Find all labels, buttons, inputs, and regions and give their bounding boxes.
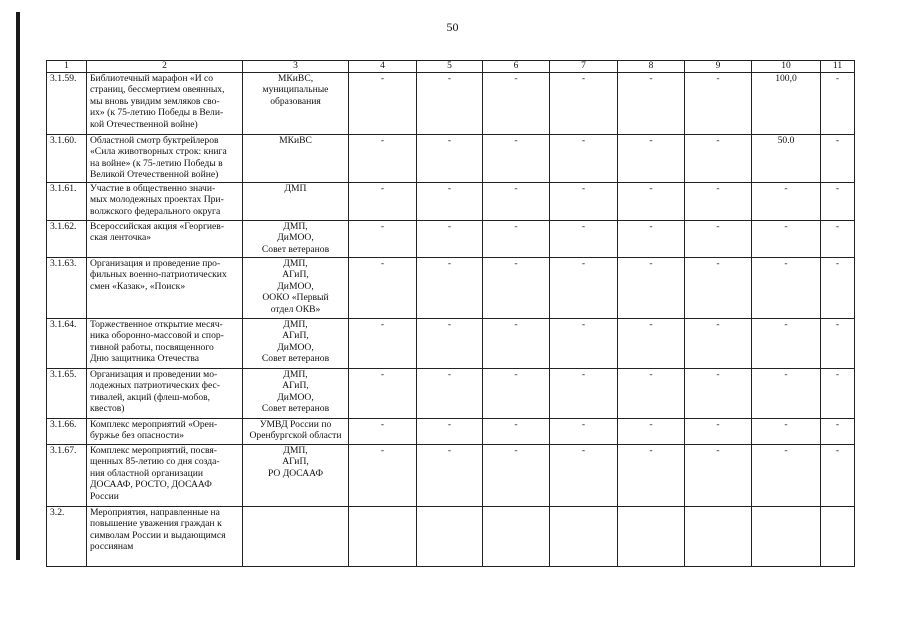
executor bbox=[243, 73, 349, 135]
value-cell: - bbox=[417, 258, 483, 319]
value-cell: - bbox=[618, 135, 685, 183]
program-table bbox=[46, 60, 855, 567]
value-cell: - bbox=[752, 221, 821, 258]
executor-line: РО ДОСААФ bbox=[267, 467, 324, 479]
executor-line: муниципальные bbox=[262, 84, 329, 96]
event-name-line: Организация и проведении мо- bbox=[90, 369, 218, 380]
event-name-line: Комплекс мероприятий, посвя- bbox=[90, 445, 217, 456]
value-cell: - bbox=[417, 183, 483, 221]
event-name-line: Великой Отечественной войне) bbox=[90, 169, 219, 181]
value-cell: - bbox=[349, 183, 417, 221]
executor-line: МКиВС bbox=[279, 135, 312, 146]
value-cell: - bbox=[417, 445, 483, 507]
event-name bbox=[87, 319, 243, 369]
value-cell: - bbox=[618, 183, 685, 221]
value-cell: - bbox=[685, 135, 752, 183]
value-cell: - bbox=[417, 419, 483, 445]
value-cell: - bbox=[483, 369, 550, 419]
table-row bbox=[47, 445, 855, 507]
value-cell: - bbox=[349, 319, 417, 369]
value-cell: - bbox=[685, 369, 752, 419]
value-cell: - bbox=[821, 258, 855, 319]
item-number: 3.1.63. bbox=[47, 258, 87, 319]
event-name-line: Мероприятия, направленные на bbox=[90, 507, 220, 518]
value-cell bbox=[752, 507, 821, 567]
event-name-line: России bbox=[90, 490, 119, 502]
event-name-line: ния областной организации bbox=[90, 467, 203, 479]
item-number: 3.1.61. bbox=[47, 183, 87, 221]
value-cell: - bbox=[752, 183, 821, 221]
value-cell: 50.0 bbox=[752, 135, 821, 183]
executor-line: ДиМОО, bbox=[277, 280, 314, 292]
value-cell: - bbox=[550, 419, 618, 445]
event-name-line: квестов) bbox=[90, 403, 125, 415]
value-cell: - bbox=[821, 319, 855, 369]
value-cell bbox=[349, 507, 417, 567]
margin-rule bbox=[16, 12, 20, 560]
executor-line: МКиВС, bbox=[277, 73, 314, 84]
executor-line: ДМП, bbox=[283, 258, 308, 269]
value-cell: - bbox=[349, 258, 417, 319]
event-name-line: россиянам bbox=[90, 541, 134, 553]
value-cell: - bbox=[821, 183, 855, 221]
event-name-line: мых молодежных проектах При- bbox=[90, 194, 224, 206]
event-name-line: тивалей, акций (флеш-мобов, bbox=[90, 391, 211, 403]
value-cell: - bbox=[349, 419, 417, 445]
event-name bbox=[87, 445, 243, 507]
event-name bbox=[87, 507, 243, 567]
value-cell: - bbox=[685, 221, 752, 258]
event-name-line: Библиотечный марафон «И со bbox=[90, 73, 214, 84]
value-cell: - bbox=[685, 445, 752, 507]
value-cell: - bbox=[618, 258, 685, 319]
executor-line: ООКО «Первый bbox=[262, 292, 329, 304]
event-name-line: щенных 85-летию со дня созда- bbox=[90, 456, 220, 468]
event-name-line: Областной смотр буктрейлеров bbox=[90, 135, 219, 146]
event-name-line: страниц, бессмертием овеянных, bbox=[90, 84, 225, 96]
item-number: 3.2. bbox=[47, 507, 87, 567]
event-name-line: Всероссийская акция «Георгиев- bbox=[90, 221, 225, 232]
value-cell: - bbox=[349, 73, 417, 135]
value-cell: - bbox=[550, 73, 618, 135]
event-name bbox=[87, 419, 243, 445]
event-name-line: ская ленточка» bbox=[90, 232, 152, 244]
column-header: 1 bbox=[47, 61, 87, 73]
column-header: 11 bbox=[821, 61, 855, 73]
value-cell: - bbox=[349, 369, 417, 419]
table-row bbox=[47, 221, 855, 258]
value-cell: - bbox=[417, 369, 483, 419]
value-cell: - bbox=[483, 258, 550, 319]
value-cell: - bbox=[821, 445, 855, 507]
executor-line: отдел ОКВ» bbox=[270, 303, 321, 315]
value-cell: - bbox=[349, 135, 417, 183]
event-name bbox=[87, 183, 243, 221]
event-name bbox=[87, 73, 243, 135]
table-row bbox=[47, 419, 855, 445]
value-cell: - bbox=[483, 319, 550, 369]
value-cell: - bbox=[685, 319, 752, 369]
event-name-line: Комплекс мероприятий «Орен- bbox=[90, 419, 218, 430]
value-cell: - bbox=[618, 73, 685, 135]
column-header: 2 bbox=[87, 61, 243, 73]
value-cell: - bbox=[483, 221, 550, 258]
event-name-line: волжского федерального округа bbox=[90, 205, 221, 217]
table-row bbox=[47, 258, 855, 319]
event-name bbox=[87, 369, 243, 419]
value-cell: - bbox=[417, 73, 483, 135]
executor-line: Совет ветеранов bbox=[261, 353, 330, 365]
executor bbox=[243, 135, 349, 183]
executor bbox=[243, 183, 349, 221]
value-cell: - bbox=[483, 419, 550, 445]
value-cell: - bbox=[752, 445, 821, 507]
table-row bbox=[47, 183, 855, 221]
value-cell: - bbox=[349, 445, 417, 507]
event-name-line: Торжественное открытие месяч- bbox=[90, 319, 223, 330]
executor-line: Совет ветеранов bbox=[261, 243, 330, 255]
executor-line: ДМП, bbox=[283, 319, 308, 330]
value-cell: - bbox=[685, 258, 752, 319]
value-cell: - bbox=[685, 419, 752, 445]
event-name-line: ДОСААФ, РОСТО, ДОСААФ bbox=[90, 479, 212, 491]
value-cell: - bbox=[752, 369, 821, 419]
event-name-line: ника оборонно-массовой и спор- bbox=[90, 330, 224, 342]
value-cell: - bbox=[550, 135, 618, 183]
column-header: 8 bbox=[618, 61, 685, 73]
executor-line: АГиП, bbox=[282, 330, 309, 342]
event-name-line: фильных военно-патриотических bbox=[90, 269, 227, 281]
value-cell: - bbox=[417, 221, 483, 258]
executor-line: АГиП, bbox=[282, 380, 309, 392]
value-cell: - bbox=[483, 183, 550, 221]
value-cell: - bbox=[417, 135, 483, 183]
value-cell: - bbox=[550, 258, 618, 319]
event-name-line: Дню защитника Отечества bbox=[90, 353, 200, 365]
value-cell: - bbox=[618, 419, 685, 445]
value-cell: - bbox=[752, 258, 821, 319]
executor-line: ДМП, bbox=[283, 369, 308, 380]
executor bbox=[243, 507, 349, 567]
value-cell: - bbox=[417, 319, 483, 369]
table-row bbox=[47, 507, 855, 567]
executor-line: УМВД России по bbox=[259, 419, 332, 430]
event-name bbox=[87, 135, 243, 183]
value-cell: 100,0 bbox=[752, 73, 821, 135]
value-cell: - bbox=[550, 445, 618, 507]
value-cell: - bbox=[550, 369, 618, 419]
item-number: 3.1.59. bbox=[47, 73, 87, 135]
event-name-line: Участие в общественно значи- bbox=[90, 183, 216, 194]
executor-line: ДМП, bbox=[283, 221, 308, 232]
executor bbox=[243, 319, 349, 369]
column-header: 5 bbox=[417, 61, 483, 73]
value-cell: - bbox=[483, 135, 550, 183]
executor bbox=[243, 369, 349, 419]
event-name-line: кой Отечественной войне) bbox=[90, 118, 198, 130]
value-cell: - bbox=[821, 73, 855, 135]
item-number: 3.1.60. bbox=[47, 135, 87, 183]
executor-line: АГиП, bbox=[282, 456, 309, 468]
value-cell: - bbox=[618, 369, 685, 419]
executor bbox=[243, 258, 349, 319]
value-cell: - bbox=[821, 221, 855, 258]
value-cell: - bbox=[349, 221, 417, 258]
event-name-line: повышение уважения граждан к bbox=[90, 518, 222, 530]
executor bbox=[243, 221, 349, 258]
value-cell bbox=[483, 507, 550, 567]
item-number: 3.1.67. bbox=[47, 445, 87, 507]
executor-line: Совет ветеранов bbox=[261, 403, 330, 415]
table-row bbox=[47, 135, 855, 183]
value-cell: - bbox=[821, 135, 855, 183]
executor-line: АГиП, bbox=[282, 269, 309, 281]
value-cell: - bbox=[618, 319, 685, 369]
event-name bbox=[87, 221, 243, 258]
event-name-line: символам России и выдающимся bbox=[90, 529, 226, 541]
executor-line: ДиМОО, bbox=[277, 341, 314, 353]
value-cell bbox=[685, 507, 752, 567]
page-number: 50 bbox=[446, 20, 459, 34]
value-cell: - bbox=[821, 419, 855, 445]
item-number: 3.1.65. bbox=[47, 369, 87, 419]
value-cell bbox=[550, 507, 618, 567]
column-header: 9 bbox=[685, 61, 752, 73]
column-header: 4 bbox=[349, 61, 417, 73]
value-cell: - bbox=[752, 319, 821, 369]
value-cell bbox=[417, 507, 483, 567]
item-number: 3.1.64. bbox=[47, 319, 87, 369]
event-name-line: «Сила животворных строк: книга bbox=[90, 146, 227, 158]
executor-line: ДМП bbox=[284, 183, 307, 194]
event-name-line: на войне» (к 75-летию Победы в bbox=[90, 157, 223, 169]
event-name-line: их» (к 75-летию Победы в Вели- bbox=[90, 107, 224, 119]
value-cell: - bbox=[618, 221, 685, 258]
column-header: 3 bbox=[243, 61, 349, 73]
value-cell: - bbox=[550, 221, 618, 258]
event-name-line: мы вновь увидим земляков сво- bbox=[90, 95, 220, 107]
executor-line: ДиМОО, bbox=[277, 391, 314, 403]
table-row bbox=[47, 319, 855, 369]
value-cell bbox=[821, 507, 855, 567]
executor bbox=[243, 419, 349, 445]
value-cell: - bbox=[821, 369, 855, 419]
value-cell: - bbox=[550, 319, 618, 369]
event-name-line: смен «Казак», «Поиск» bbox=[90, 280, 186, 292]
item-number: 3.1.66. bbox=[47, 419, 87, 445]
column-number-row bbox=[47, 61, 855, 73]
column-header: 7 bbox=[550, 61, 618, 73]
table-row bbox=[47, 73, 855, 135]
value-cell bbox=[618, 507, 685, 567]
executor-line: ДМП, bbox=[283, 445, 308, 456]
executor bbox=[243, 445, 349, 507]
column-header: 6 bbox=[483, 61, 550, 73]
column-header: 10 bbox=[752, 61, 821, 73]
executor-line: Оренбургской области bbox=[249, 430, 342, 442]
value-cell: - bbox=[483, 445, 550, 507]
event-name-line: лодежных патриотических фес- bbox=[90, 380, 220, 392]
value-cell: - bbox=[483, 73, 550, 135]
table-row bbox=[47, 369, 855, 419]
value-cell: - bbox=[550, 183, 618, 221]
value-cell: - bbox=[685, 73, 752, 135]
event-name bbox=[87, 258, 243, 319]
value-cell: - bbox=[685, 183, 752, 221]
value-cell: - bbox=[752, 419, 821, 445]
event-name-line: буржье без опасности» bbox=[90, 430, 185, 442]
executor-line: ДиМОО, bbox=[277, 232, 314, 244]
executor-line: образования bbox=[270, 95, 321, 107]
event-name-line: тивной работы, посвященного bbox=[90, 341, 214, 353]
event-name-line: Организация и проведение про- bbox=[90, 258, 221, 269]
item-number: 3.1.62. bbox=[47, 221, 87, 258]
value-cell: - bbox=[618, 445, 685, 507]
